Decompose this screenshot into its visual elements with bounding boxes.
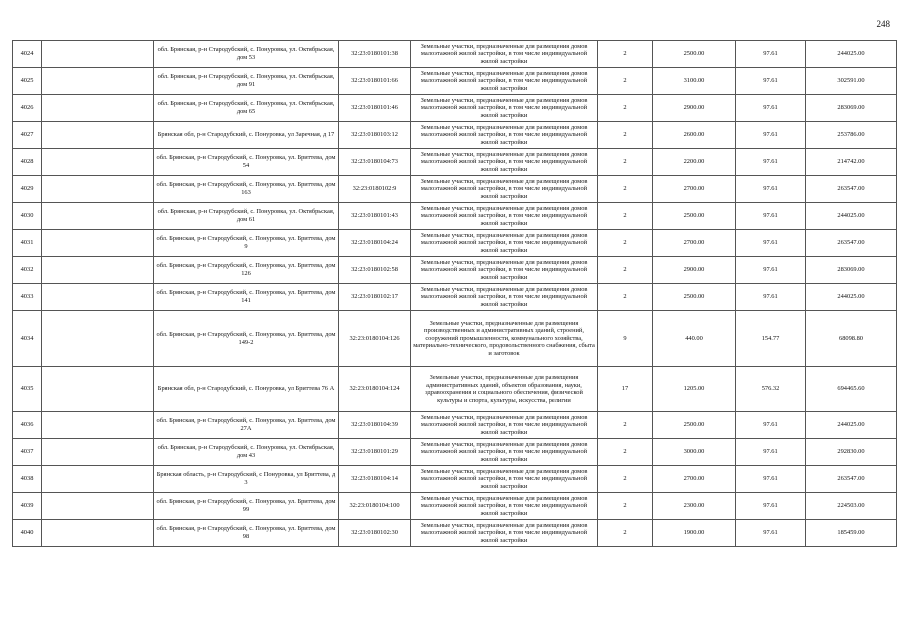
area-cell: 2500.00 [653,284,736,311]
value-cell: 214742.00 [806,149,897,176]
area-cell: 1205.00 [653,367,736,412]
value-cell: 263547.00 [806,230,897,257]
rate-cell: 97.61 [736,68,806,95]
cadastral-cell: 32:23:0180101:46 [339,95,411,122]
cadastral-cell: 32:23:0180104:14 [339,466,411,493]
rate-cell: 97.61 [736,230,806,257]
rate-cell: 97.61 [736,284,806,311]
purpose-cell: Земельные участки, предназначенные для размещения домов малоэтажной жилой застройки, в том числе индивидуальной жилой застройки [411,466,598,493]
num-cell: 4030 [13,203,42,230]
table-row [13,311,897,367]
area-cell: 2900.00 [653,257,736,284]
table-row [13,68,897,95]
area-cell: 3000.00 [653,439,736,466]
value-cell: 253786.00 [806,122,897,149]
empty-cell [42,122,154,149]
rate-cell: 97.61 [736,203,806,230]
purpose-cell: Земельные участки, предназначенные для размещения домов малоэтажной жилой застройки, в том числе индивидуальной жилой застройки [411,41,598,68]
cadastral-cell: 32:23:0180104:100 [339,493,411,520]
table-body [13,41,897,547]
table-row [13,95,897,122]
num-cell: 4027 [13,122,42,149]
table-row [13,412,897,439]
purpose-cell: Земельные участки, предназначенные для размещения домов малоэтажной жилой застройки, в том числе индивидуальной жилой застройки [411,176,598,203]
area-cell: 2200.00 [653,149,736,176]
empty-cell [42,466,154,493]
area-cell: 1900.00 [653,520,736,547]
empty-cell [42,311,154,367]
area-cell: 2500.00 [653,203,736,230]
rate-cell: 97.61 [736,493,806,520]
cadastral-cell: 32:23:0180104:124 [339,367,411,412]
empty-cell [42,520,154,547]
cadastral-cell: 32:23:0180101:29 [339,439,411,466]
num-cell: 4028 [13,149,42,176]
purpose-cell: Земельные участки, предназначенные для размещения домов малоэтажной жилой застройки, в том числе индивидуальной жилой застройки [411,230,598,257]
table-row [13,203,897,230]
num-cell: 4035 [13,367,42,412]
num-cell: 4039 [13,493,42,520]
group-cell: 2 [598,176,653,203]
empty-cell [42,439,154,466]
group-cell: 2 [598,412,653,439]
table-row [13,284,897,311]
table-row [13,493,897,520]
purpose-cell: Земельные участки, предназначенные для размещения домов малоэтажной жилой застройки, в том числе индивидуальной жилой застройки [411,68,598,95]
cadastral-cell: 32:23:0180104:39 [339,412,411,439]
rate-cell: 97.61 [736,149,806,176]
table-row [13,176,897,203]
group-cell: 2 [598,68,653,95]
address-cell: обл. Брянская, р-н Стародубский, с. Понуровка, ул. Бриттева, дом 98 [154,520,339,547]
value-cell: 694465.60 [806,367,897,412]
cadastral-cell: 32:23:0180101:43 [339,203,411,230]
value-cell: 244025.00 [806,284,897,311]
rate-cell: 97.61 [736,257,806,284]
group-cell: 9 [598,311,653,367]
cadastral-cell: 32:23:0180102:17 [339,284,411,311]
purpose-cell: Земельные участки, предназначенные для размещения административных зданий, объектов образования, науки, здравоохранения и социального обеспечения, физической культуры и спорта, культуры, искусства, религии [411,367,598,412]
rate-cell: 97.61 [736,439,806,466]
rate-cell: 576.32 [736,367,806,412]
cadastral-cell: 32:23:0180101:66 [339,68,411,95]
area-cell: 2700.00 [653,230,736,257]
area-cell: 2500.00 [653,412,736,439]
table-row [13,41,897,68]
num-cell: 4024 [13,41,42,68]
num-cell: 4034 [13,311,42,367]
rate-cell: 97.61 [736,520,806,547]
address-cell: Брянская обл, р-н Стародубский, с. Понуровка, ул Бриттева 76 А [154,367,339,412]
group-cell: 17 [598,367,653,412]
rate-cell: 154.77 [736,311,806,367]
group-cell: 2 [598,122,653,149]
group-cell: 2 [598,257,653,284]
cadastral-cell: 32:23:0180104:126 [339,311,411,367]
purpose-cell: Земельные участки, предназначенные для размещения домов малоэтажной жилой застройки, в том числе индивидуальной жилой застройки [411,412,598,439]
empty-cell [42,257,154,284]
table-row [13,149,897,176]
page-number: 248 [876,19,890,29]
group-cell: 2 [598,95,653,122]
cadastral-cell: 32:23:0180102:9 [339,176,411,203]
value-cell: 244025.00 [806,203,897,230]
purpose-cell: Земельные участки, предназначенные для размещения производственных и административных зданий, строений, сооружений промышленности, коммунального хозяйства, материально-технического, продовольственного снабжения, сбыта и заготовок [411,311,598,367]
area-cell: 440.00 [653,311,736,367]
area-cell: 2900.00 [653,95,736,122]
group-cell: 2 [598,284,653,311]
purpose-cell: Земельные участки, предназначенные для размещения домов малоэтажной жилой застройки, в том числе индивидуальной жилой застройки [411,203,598,230]
address-cell: обл. Брянская, р-н Стародубский, с. Понуровка, ул. Бриттева, дом 141 [154,284,339,311]
address-cell: обл. Брянская, р-н Стародубский, с. Понуровка, ул. Октябрьская, дом 61 [154,203,339,230]
table-row [13,367,897,412]
empty-cell [42,41,154,68]
empty-cell [42,230,154,257]
rate-cell: 97.61 [736,176,806,203]
address-cell: обл. Брянская, р-н Стародубский, с. Понуровка, ул. Октябрьская, дом 43 [154,439,339,466]
address-cell: обл. Брянская, р-н Стародубский, с. Понуровка, ул. Бриттева, дом 27А [154,412,339,439]
empty-cell [42,149,154,176]
empty-cell [42,367,154,412]
group-cell: 2 [598,439,653,466]
value-cell: 283069.00 [806,257,897,284]
address-cell: обл. Брянская, р-н Стародубский, с. Понуровка, ул. Октябрьская, дом 91 [154,68,339,95]
value-cell: 244025.00 [806,412,897,439]
area-cell: 2700.00 [653,176,736,203]
group-cell: 2 [598,203,653,230]
rate-cell: 97.61 [736,95,806,122]
empty-cell [42,68,154,95]
purpose-cell: Земельные участки, предназначенные для размещения домов малоэтажной жилой застройки, в том числе индивидуальной жилой застройки [411,493,598,520]
empty-cell [42,493,154,520]
group-cell: 2 [598,149,653,176]
cadastral-cell: 32:23:0180104:24 [339,230,411,257]
value-cell: 292830.00 [806,439,897,466]
group-cell: 2 [598,230,653,257]
address-cell: обл. Брянская, р-н Стародубский, с. Понуровка, ул. Бриттева, дом 99 [154,493,339,520]
num-cell: 4040 [13,520,42,547]
num-cell: 4037 [13,439,42,466]
group-cell: 2 [598,493,653,520]
value-cell: 263547.00 [806,466,897,493]
cadastral-cell: 32:23:0180102:58 [339,257,411,284]
rate-cell: 97.61 [736,41,806,68]
empty-cell [42,95,154,122]
purpose-cell: Земельные участки, предназначенные для размещения домов малоэтажной жилой застройки, в том числе индивидуальной жилой застройки [411,257,598,284]
empty-cell [42,412,154,439]
address-cell: обл. Брянская, р-н Стародубский, с. Понуровка, ул. Бриттева, дом 54 [154,149,339,176]
address-cell: Брянская обл, р-н Стародубский, с. Понуровка, ул Заречная, д 17 [154,122,339,149]
table-row [13,257,897,284]
table-row [13,466,897,493]
value-cell: 224503.00 [806,493,897,520]
cadastral-cell: 32:23:0180104:73 [339,149,411,176]
area-cell: 2700.00 [653,466,736,493]
rate-cell: 97.61 [736,412,806,439]
num-cell: 4031 [13,230,42,257]
purpose-cell: Земельные участки, предназначенные для размещения домов малоэтажной жилой застройки, в том числе индивидуальной жилой застройки [411,520,598,547]
purpose-cell: Земельные участки, предназначенные для размещения домов малоэтажной жилой застройки, в том числе индивидуальной жилой застройки [411,439,598,466]
purpose-cell: Земельные участки, предназначенные для размещения домов малоэтажной жилой застройки, в том числе индивидуальной жилой застройки [411,284,598,311]
address-cell: обл. Брянская, р-н Стародубский, с. Понуровка, ул. Бриттева, дом 163 [154,176,339,203]
table-row [13,520,897,547]
value-cell: 302591.00 [806,68,897,95]
cadastral-cell: 32:23:0180103:12 [339,122,411,149]
address-cell: обл. Брянская, р-н Стародубский, с. Понуровка, ул. Октябрьская, дом 65 [154,95,339,122]
num-cell: 4033 [13,284,42,311]
address-cell: обл. Брянская, р-н Стародубский, с. Понуровка, ул. Бриттева, дом 126 [154,257,339,284]
area-cell: 2300.00 [653,493,736,520]
value-cell: 68098.80 [806,311,897,367]
land-plots-table [12,40,897,547]
empty-cell [42,203,154,230]
table-row [13,122,897,149]
address-cell: обл. Брянская, р-н Стародубский, с. Понуровка, ул. Октябрьская, дом 53 [154,41,339,68]
empty-cell [42,176,154,203]
rate-cell: 97.61 [736,122,806,149]
purpose-cell: Земельные участки, предназначенные для размещения домов малоэтажной жилой застройки, в том числе индивидуальной жилой застройки [411,95,598,122]
group-cell: 2 [598,466,653,493]
num-cell: 4036 [13,412,42,439]
num-cell: 4038 [13,466,42,493]
num-cell: 4032 [13,257,42,284]
num-cell: 4029 [13,176,42,203]
table-row [13,439,897,466]
empty-cell [42,284,154,311]
num-cell: 4025 [13,68,42,95]
area-cell: 2600.00 [653,122,736,149]
address-cell: обл. Брянская, р-н Стародубский, с. Понуровка, ул. Бриттева, дом 9 [154,230,339,257]
value-cell: 244025.00 [806,41,897,68]
cadastral-cell: 32:23:0180102:30 [339,520,411,547]
address-cell: Брянская область, р-н Стародубский, с Понуровка, ул Бриттева, д 3 [154,466,339,493]
value-cell: 185459.00 [806,520,897,547]
value-cell: 283069.00 [806,95,897,122]
num-cell: 4026 [13,95,42,122]
area-cell: 2500.00 [653,41,736,68]
group-cell: 2 [598,520,653,547]
address-cell: обл. Брянская, р-н Стародубский, с. Понуровка, ул. Бриттева, дом 149-2 [154,311,339,367]
table-row [13,230,897,257]
cadastral-cell: 32:23:0180101:38 [339,41,411,68]
purpose-cell: Земельные участки, предназначенные для размещения домов малоэтажной жилой застройки, в том числе индивидуальной жилой застройки [411,122,598,149]
rate-cell: 97.61 [736,466,806,493]
purpose-cell: Земельные участки, предназначенные для размещения домов малоэтажной жилой застройки, в том числе индивидуальной жилой застройки [411,149,598,176]
group-cell: 2 [598,41,653,68]
area-cell: 3100.00 [653,68,736,95]
value-cell: 263547.00 [806,176,897,203]
